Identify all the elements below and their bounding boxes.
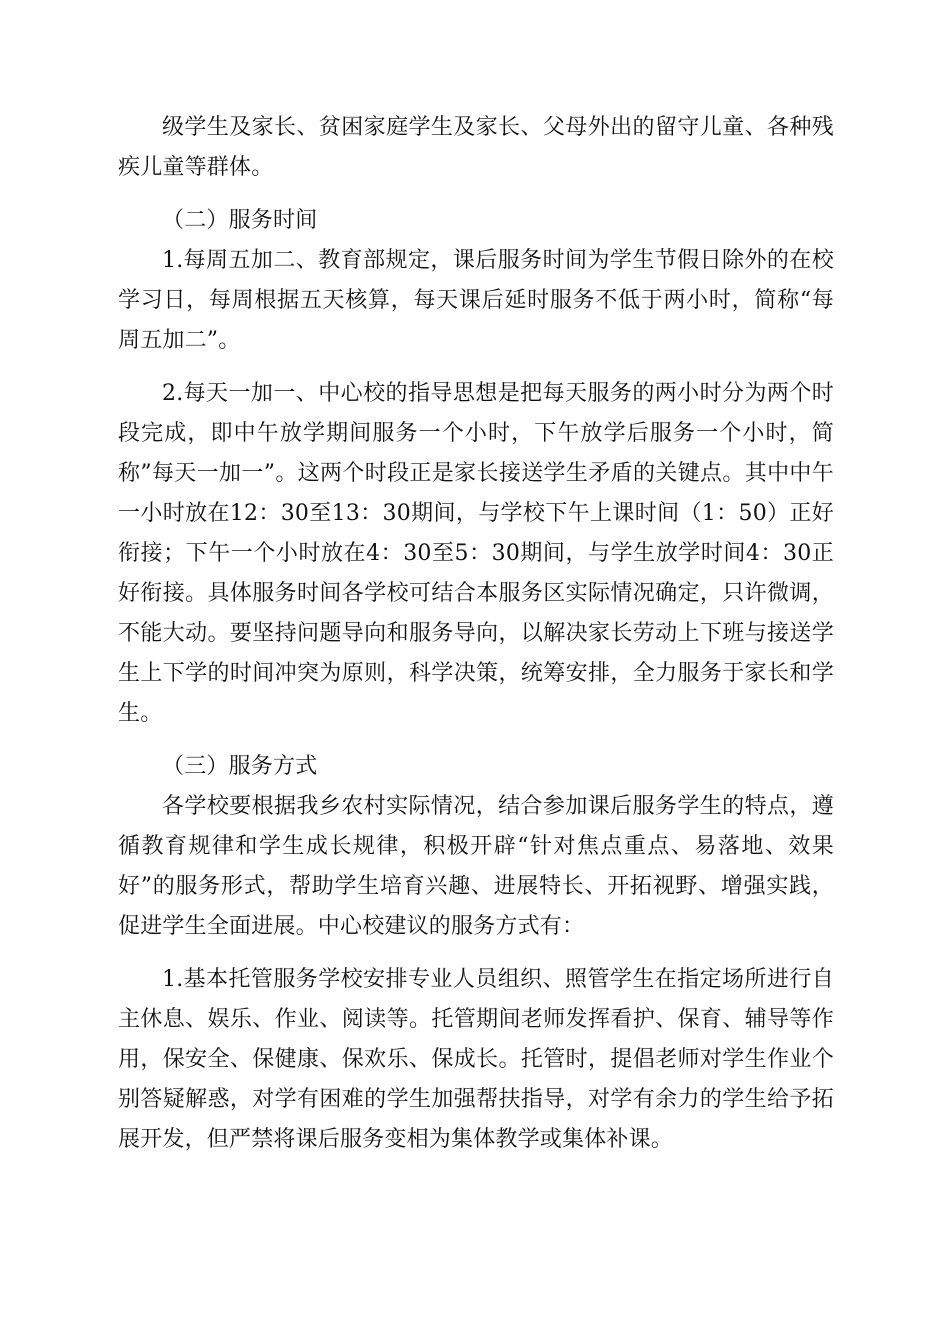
paragraph-continuation: 级学生及家长、贫困家庭学生及家长、父母外出的留守儿童、各种残疾儿童等群体。 (118, 115, 834, 180)
paragraph-five-plus-two: 1.每周五加二、教育部规定，课后服务时间为学生节假日除外的在校学习日，每周根据五天核算，每天课后延时服务不低于两小时，简称“每周五加二”。 (118, 248, 834, 353)
paragraph-service-mode-intro: 各学校要根据我乡农村实际情况，结合参加课后服务学生的特点，遵循教育规律和学生成长规律，积极开辟“针对焦点重点、易落地、效果好”的服务形式，帮助学生培育兴趣、进展特长、开拓视野、增强实践，促进学生全面进展。中心校建议的服务方式有： (118, 794, 834, 939)
section-heading-service-time: （二）服务时间 (162, 208, 318, 233)
paragraph-basic-custody-service: 1.基本托管服务学校安排专业人员组织、照管学生在指定场所进行自主休息、娱乐、作业、阅读等。托管期间老师发挥看护、保育、辅导等作用，保安全、保健康、保欢乐、保成长。托管时，提倡老师对学生作业个别答疑解惑，对学有困难的学生加强帮扶指导，对学有余力的学生给予拓展开发，但严禁将课后服务变相为集体教学或集体补课。 (118, 967, 834, 1152)
paragraph-one-plus-one: 2.每天一加一、中心校的指导思想是把每天服务的两小时分为两个时段完成，即中午放学期间服务一个小时，下午放学后服务一个小时，简称”每天一加一”。这两个时段正是家长接送学生矛盾的关键点。其中中午一小时放在12：30至13：30期间，与学校下午上课时间（1：50）正好衔接；下午一个小时放在4：30至5：30期间，与学生放学时间4：30正好衔接。具体服务时间各学校可结合本服务区实际情况确定，只许微调，不能大动。要坚持问题导向和服务导向，以解决家长劳动上下班与接送学生上下学的时间冲突为原则，科学决策，统筹安排，全力服务于家长和学生。 (118, 381, 834, 726)
section-heading-service-mode: （三）服务方式 (162, 754, 318, 779)
document-page (118, 108, 834, 1160)
